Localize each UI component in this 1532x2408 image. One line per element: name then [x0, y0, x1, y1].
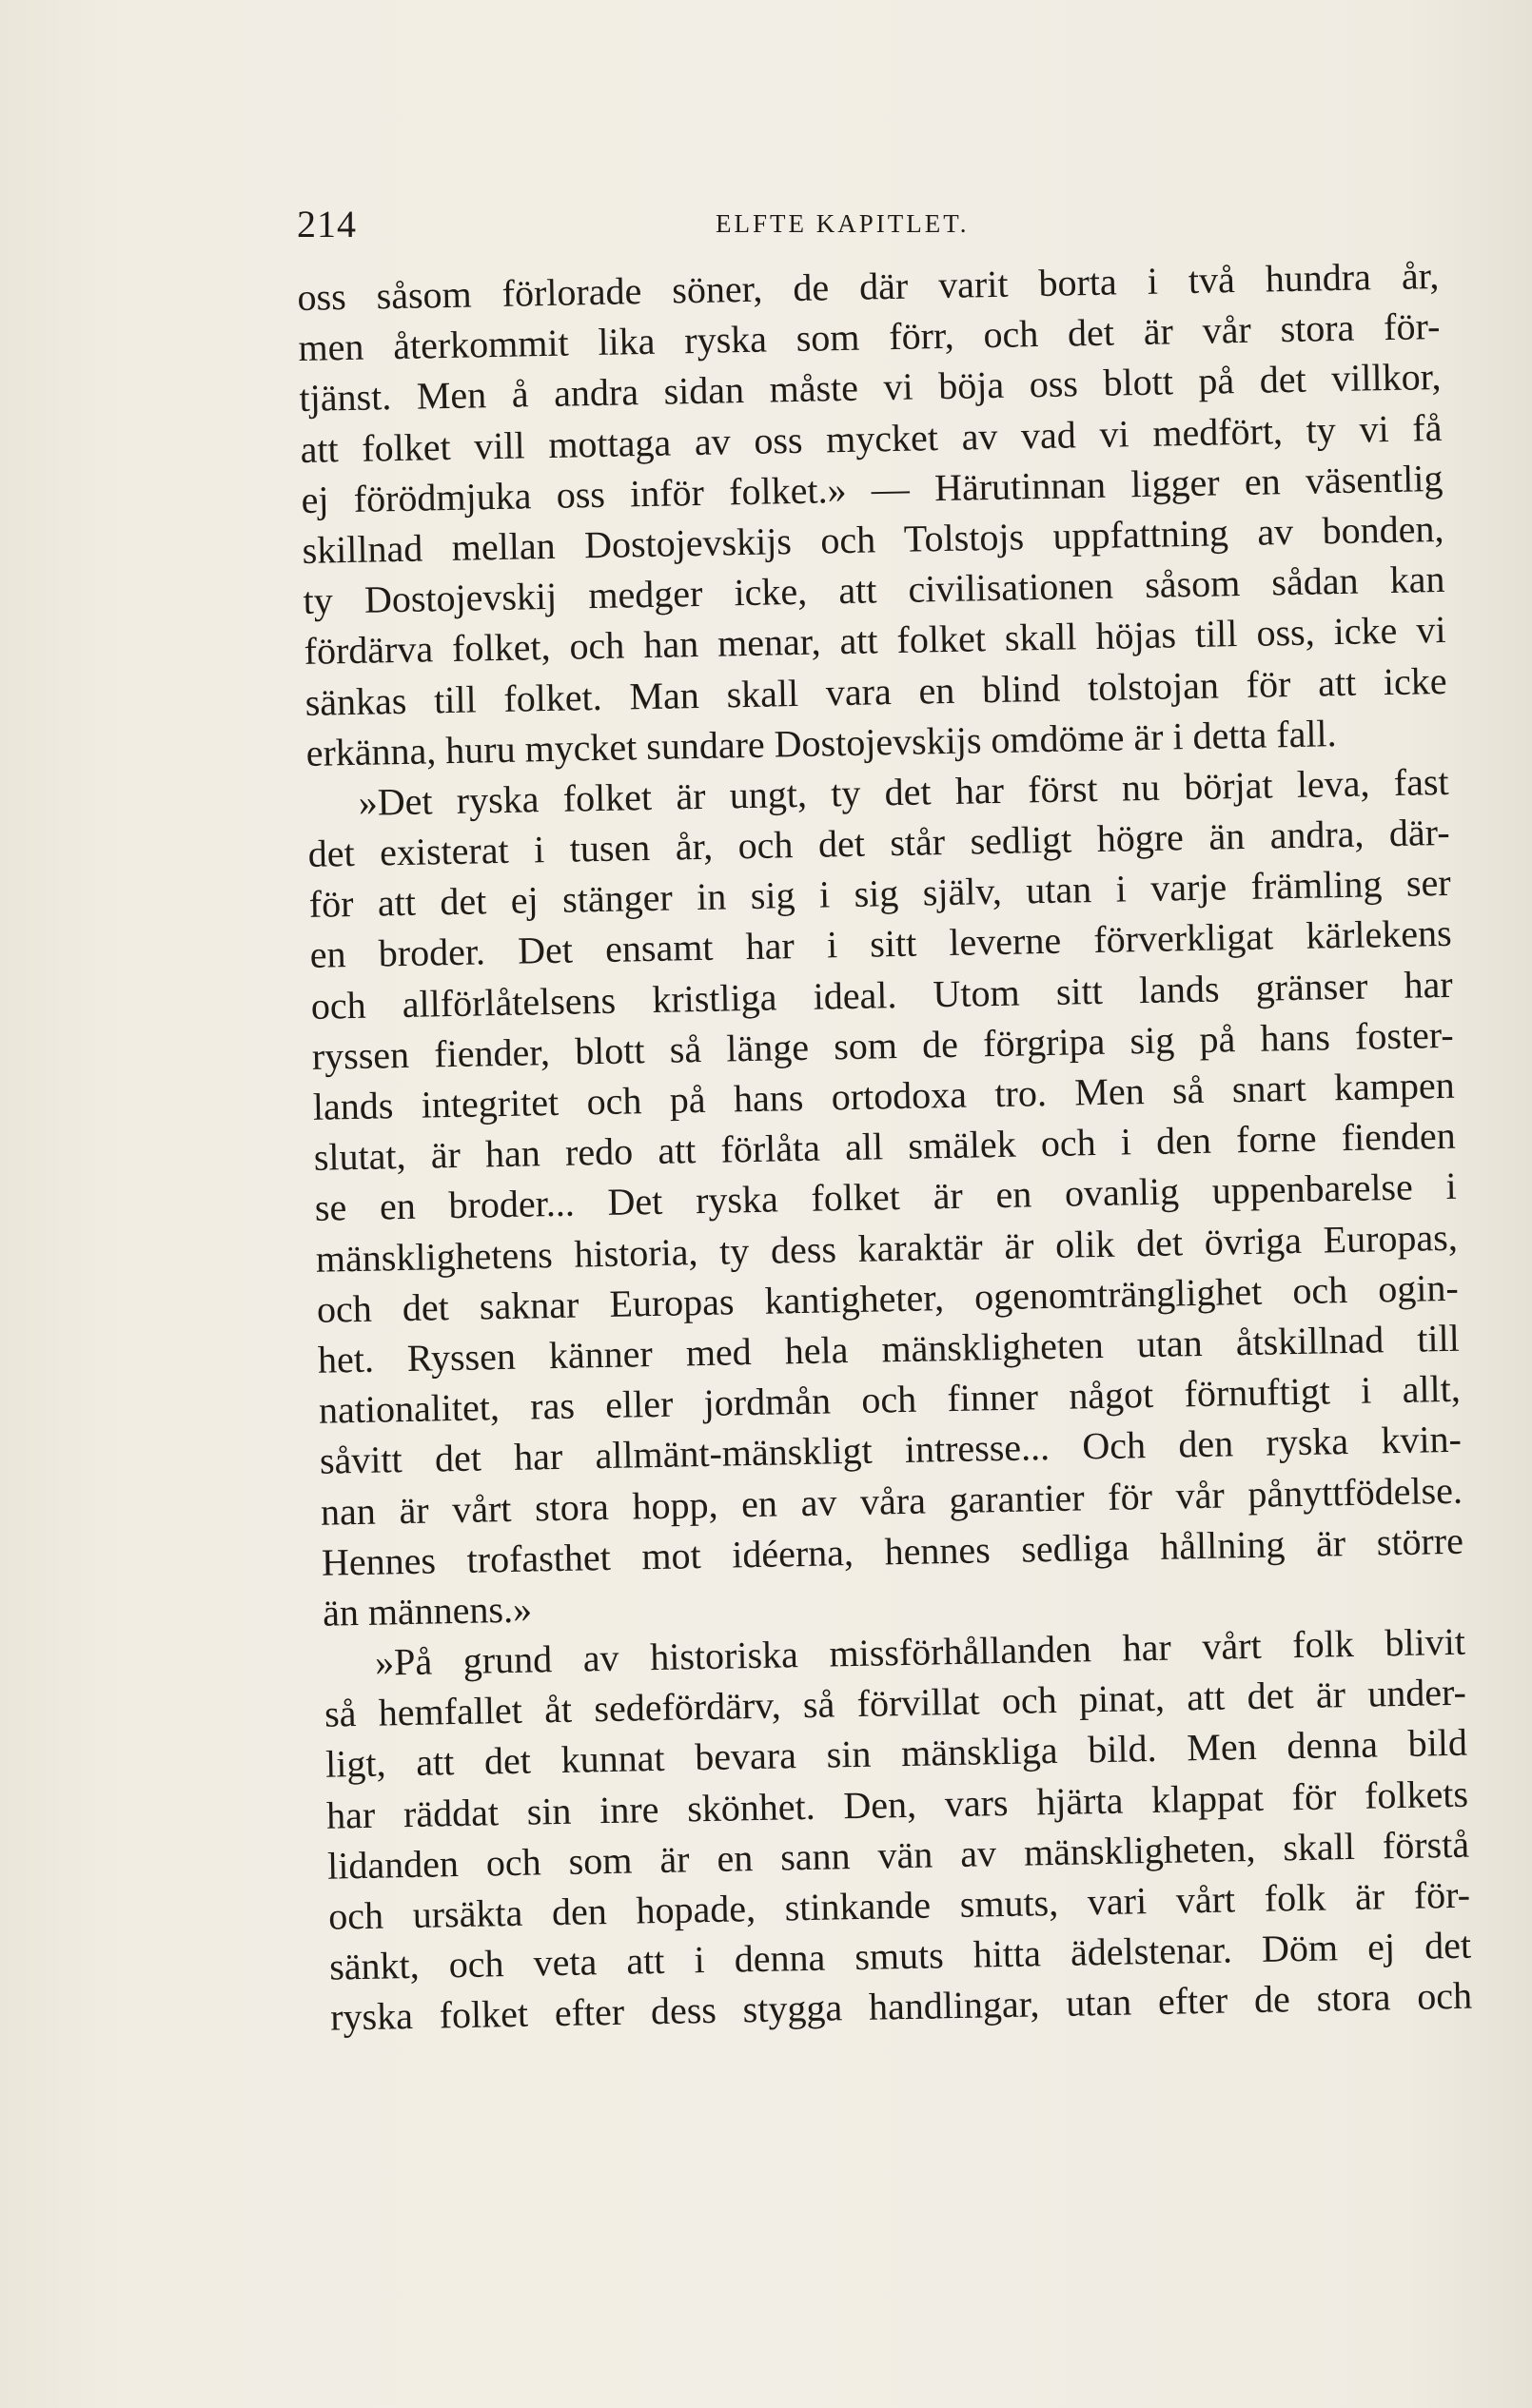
text-line: ligt, att det kunnat bevara sin mänskliga bild. Men denna bild: [324, 1721, 1468, 1787]
text-line: lands integritet och på hans ortodoxa tro. Men så snart kampen: [312, 1063, 1456, 1128]
text-line: och det saknar Europas kantigheter, ogenomtränglighet och ogin-: [316, 1265, 1460, 1331]
text-line: »På grund av historiska missförhållanden har vårt folk blivit: [374, 1619, 1466, 1684]
text-line: för att det ej stänger in sig i sig själv, utan i varje främling ser: [308, 861, 1451, 927]
text-line: lidanden och som är en sann vän av mänskligheten, skall förstå: [326, 1822, 1470, 1888]
text-line: att folket vill mottaga av oss mycket av vad vi medfört, ty vi få: [300, 405, 1443, 471]
text-line: än männens.»: [322, 1587, 533, 1635]
page-header: [297, 202, 1420, 259]
text-line: erkänna, huru mycket sundare Dostojevskijs omdöme är i detta fall.: [305, 711, 1337, 774]
text-line: har räddat sin inre skönhet. Den, vars hjärta klappat för folkets: [325, 1772, 1469, 1837]
text-line: ej förödmjuka oss inför folket.» — Härutinnan ligger en väsentlig: [301, 456, 1444, 521]
text-line: sänkas till folket. Man skall vara en blind tolstojan för att icke: [304, 658, 1447, 724]
text-line: se en broder... Det ryska folket är en ovanlig uppenbarelse i: [314, 1165, 1458, 1230]
text-line: skillnad mellan Dostojevskijs och Tolstojs uppfattning av bonden,: [302, 506, 1444, 572]
text-line: nan är vårt stora hopp, en av våra garantier för vår pånyttfödelse.: [320, 1468, 1463, 1534]
text-line: men återkommit lika ryska som förr, och det är vår stora för-: [298, 304, 1441, 370]
text-line: ryssen fiender, blott så länge som de förgripa sig på hans foster-: [311, 1012, 1455, 1078]
text-line: het. Ryssen känner med hela mänskligheten utan åtskillnad till: [317, 1316, 1461, 1381]
text-line: slutat, är han redo att förlåta all smälek och i den forne fienden: [313, 1113, 1457, 1180]
text-line: »Det ryska folket är ungt, ty det har först nu börjat leva, fast: [358, 759, 1449, 824]
text-line: såvitt det har allmänt-mänskligt intresse... Och den ryska kvin-: [319, 1418, 1463, 1483]
text-line: en broder. Det ensamt har i sitt leverne förverkligat kärlekens: [309, 911, 1452, 977]
text-line: Hennes trofasthet mot idéerna, hennes sedliga hållning är större: [321, 1518, 1464, 1584]
text-line: och allförlåtelsens kristliga ideal. Utom sitt lands gränser har: [310, 962, 1454, 1028]
text-line: oss såsom förlorade söner, de där varit borta i två hundra år,: [297, 253, 1440, 319]
text-line: ty Dostojevskij medger icke, att civilisationen såsom sådan kan: [303, 558, 1445, 623]
text-line: tjänst. Men å andra sidan måste vi böja oss blott på det villkor,: [299, 355, 1442, 421]
body-text: [297, 250, 1473, 2043]
text-line: sänkt, och veta att i denna smuts hitta ädelstenar. Döm ej det: [328, 1923, 1472, 1988]
running-head: ELFTE KAPITLET.: [716, 209, 970, 238]
text-line: det existerat i tusen år, och det står sedligt högre än andra, där-: [307, 810, 1450, 875]
text-line: så hemfallet åt sedefördärv, så förvillat och pinat, att det är under-: [324, 1670, 1467, 1735]
page-number: 214: [297, 203, 357, 245]
text-line: nationalitet, ras eller jordmån och finner något förnuftigt i allt,: [318, 1366, 1462, 1432]
text-line: fördärva folket, och han menar, att folket skall höjas till oss, icke vi: [304, 608, 1446, 674]
text-line: och ursäkta den hopade, stinkande smuts, vari vårt folk är för-: [327, 1872, 1471, 1938]
text-line: mänsklighetens historia, ty dess karaktär är olik det övriga Europas,: [315, 1215, 1459, 1281]
text-line: ryska folket efter dess stygga handlingar, utan efter de stora och: [329, 1974, 1473, 2040]
